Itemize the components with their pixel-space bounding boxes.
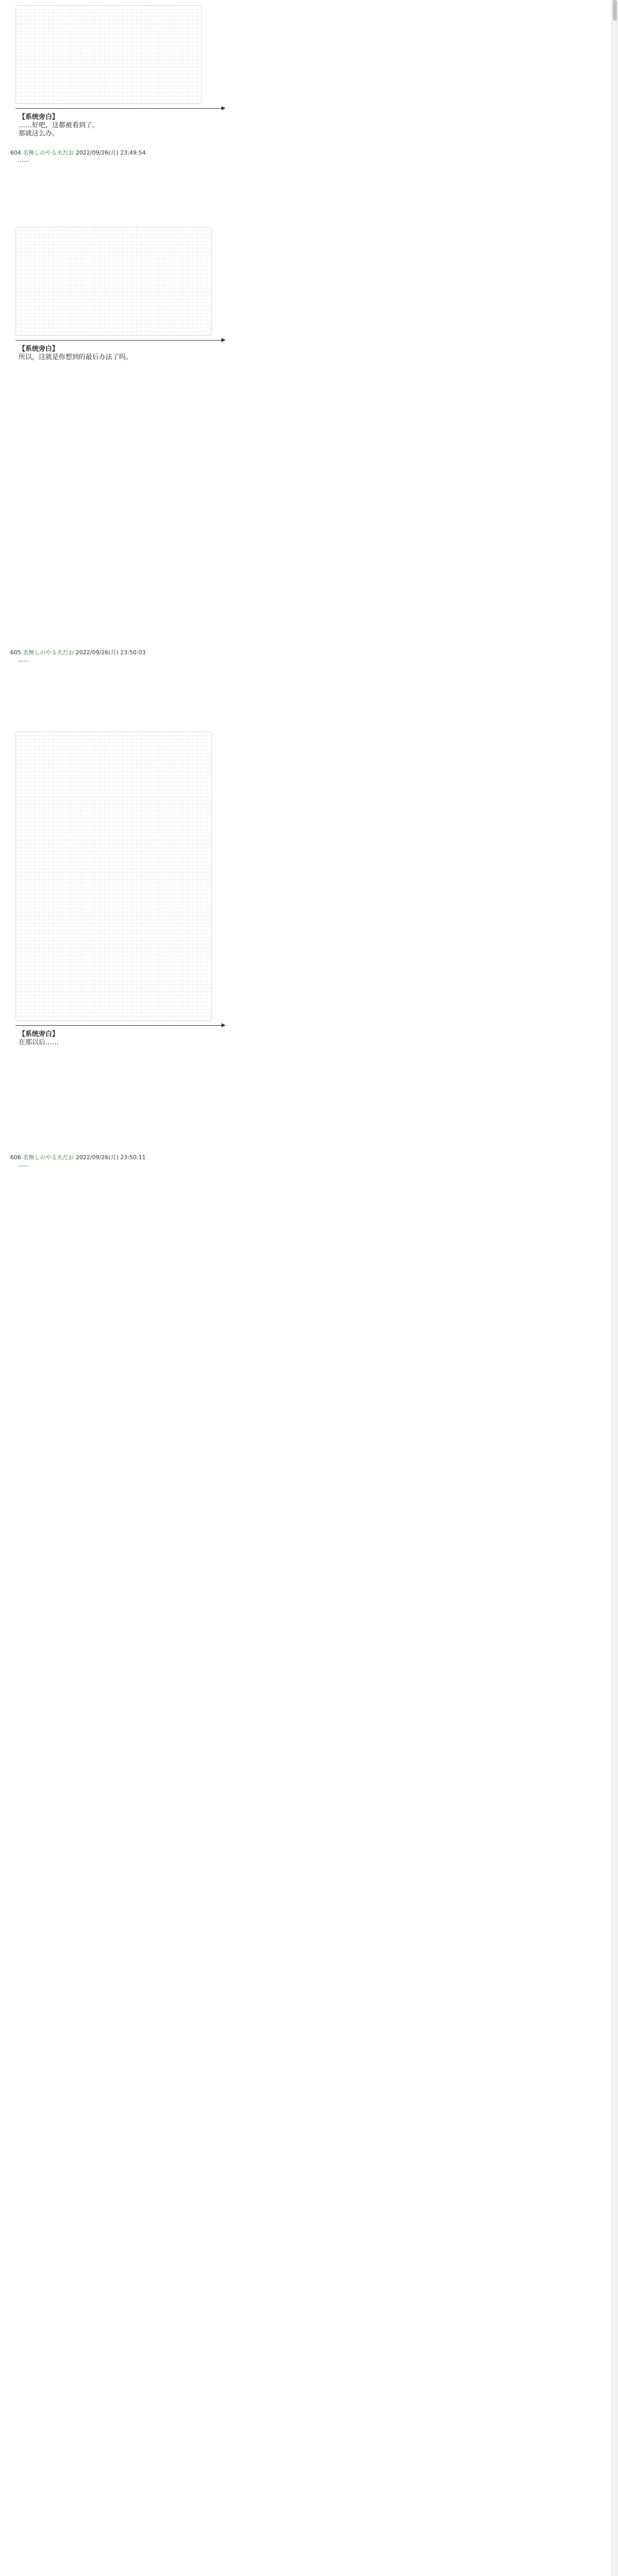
divider-rule	[15, 340, 221, 341]
narration-caption	[19, 1030, 225, 1047]
divider-rule	[15, 108, 221, 109]
caption-speaker: 【系统旁白】	[19, 345, 59, 353]
post-number[interactable]: 606	[10, 1154, 21, 1161]
narration-caption	[19, 113, 225, 138]
caption-line: ……好吧，这都被看到了。	[19, 122, 99, 129]
thread-post	[10, 1154, 237, 1168]
post-body: ……	[18, 1161, 29, 1168]
ascii-art-panel	[15, 732, 212, 1021]
narration-caption	[19, 345, 225, 362]
ascii-art-panel	[15, 227, 212, 336]
post-number[interactable]: 604	[10, 149, 21, 156]
thread-post	[10, 149, 237, 164]
caption-line: 所以，这就是你想到的最后办法了吗。	[19, 353, 133, 361]
page-scrollbar[interactable]	[611, 0, 618, 2576]
post-body: ……	[18, 157, 29, 163]
post-date: 2022/09/26(月) 23:50:03	[76, 649, 146, 656]
post-number[interactable]: 605	[10, 649, 21, 656]
thread-post	[10, 649, 237, 664]
post-date: 2022/09/26(月) 23:49:54	[76, 149, 146, 156]
ascii-art-panel	[15, 5, 202, 104]
post-body: ……	[18, 656, 29, 663]
divider-rule	[15, 1025, 221, 1026]
caption-line: 在那以后……	[19, 1039, 59, 1046]
caption-line: 那就这么办。	[19, 130, 59, 138]
scrollbar-thumb[interactable]	[613, 0, 617, 21]
caption-speaker: 【系统旁白】	[19, 1030, 59, 1038]
poster-name: 名無しのやる夫だお	[23, 149, 74, 156]
poster-name: 名無しのやる夫だお	[23, 649, 74, 656]
poster-name: 名無しのやる夫だお	[23, 1154, 74, 1161]
caption-speaker: 【系统旁白】	[19, 113, 59, 121]
post-date: 2022/09/26(月) 23:50:11	[76, 1154, 146, 1161]
